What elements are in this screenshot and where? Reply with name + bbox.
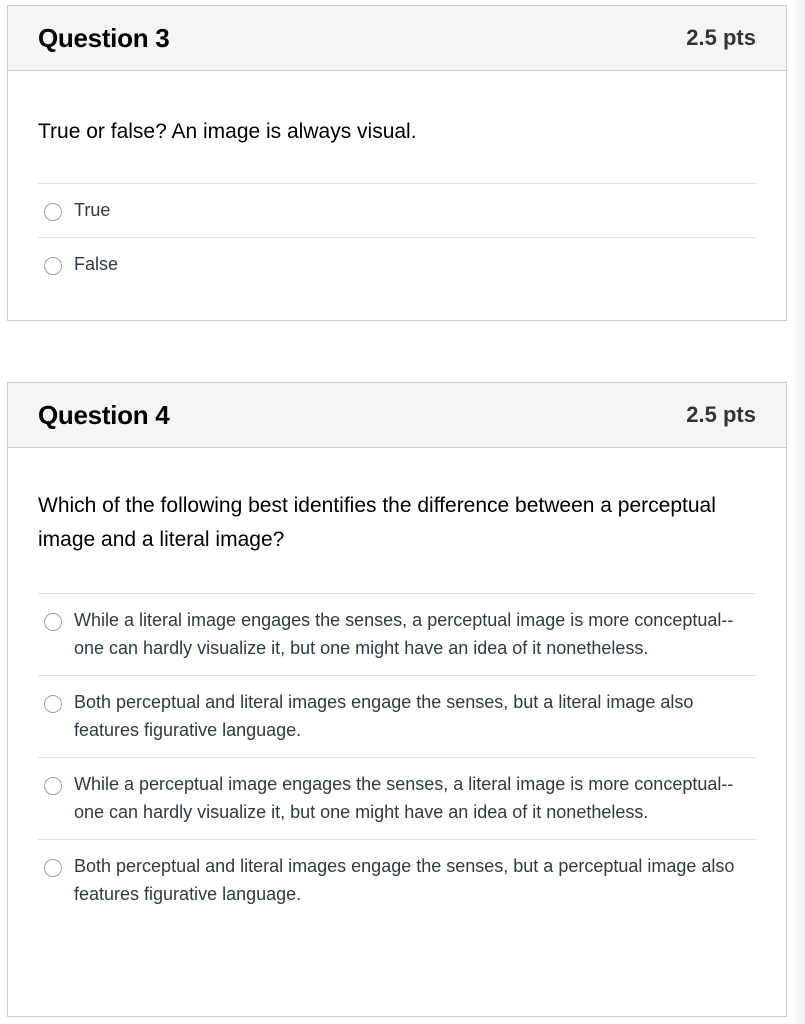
answer-label[interactable]: While a literal image engages the senses, a perceptual image is more conceptual--one can hardly visualize it, but one might have an idea of it nonetheless. (74, 610, 734, 658)
radio-button[interactable] (44, 859, 62, 877)
answer-option-1[interactable] (38, 594, 756, 676)
question-points: 2.5 pts (686, 402, 756, 427)
question-4-card (7, 382, 787, 1017)
radio-button[interactable] (44, 203, 62, 221)
answer-option-4[interactable] (38, 840, 756, 921)
question-header (8, 383, 786, 448)
question-text: True or false? An image is always visual. (38, 120, 417, 143)
question-header (8, 6, 786, 71)
radio-button[interactable] (44, 777, 62, 795)
question-body (8, 448, 786, 921)
radio-button[interactable] (44, 257, 62, 275)
answer-list (38, 593, 756, 921)
radio-button[interactable] (44, 695, 62, 713)
answer-label[interactable]: Both perceptual and literal images engage the senses, but a perceptual image also features figurative language. (74, 856, 735, 904)
question-title: Question 3 (38, 22, 170, 53)
answer-label[interactable]: While a perceptual image engages the senses, a literal image is more conceptual--one can hardly visualize it, but one might have an idea of it nonetheless. (74, 774, 734, 822)
answer-option-3[interactable] (38, 758, 756, 840)
scroll-edge-shadow (791, 0, 805, 1024)
answer-label[interactable]: True (74, 200, 111, 220)
answer-label[interactable]: False (74, 254, 119, 274)
question-3-card (7, 5, 787, 321)
answer-option-true[interactable] (38, 184, 756, 238)
answer-label[interactable]: Both perceptual and literal images engage the senses, but a literal image also features figurative language. (74, 692, 694, 740)
radio-button[interactable] (44, 613, 62, 631)
question-text: Which of the following best identifies the difference between a perceptual image and a literal image? (38, 494, 716, 551)
question-title: Question 4 (38, 399, 170, 430)
question-body (8, 71, 786, 292)
answer-option-2[interactable] (38, 676, 756, 758)
answer-list (38, 183, 756, 292)
question-points: 2.5 pts (686, 25, 756, 50)
answer-option-false[interactable] (38, 238, 756, 292)
